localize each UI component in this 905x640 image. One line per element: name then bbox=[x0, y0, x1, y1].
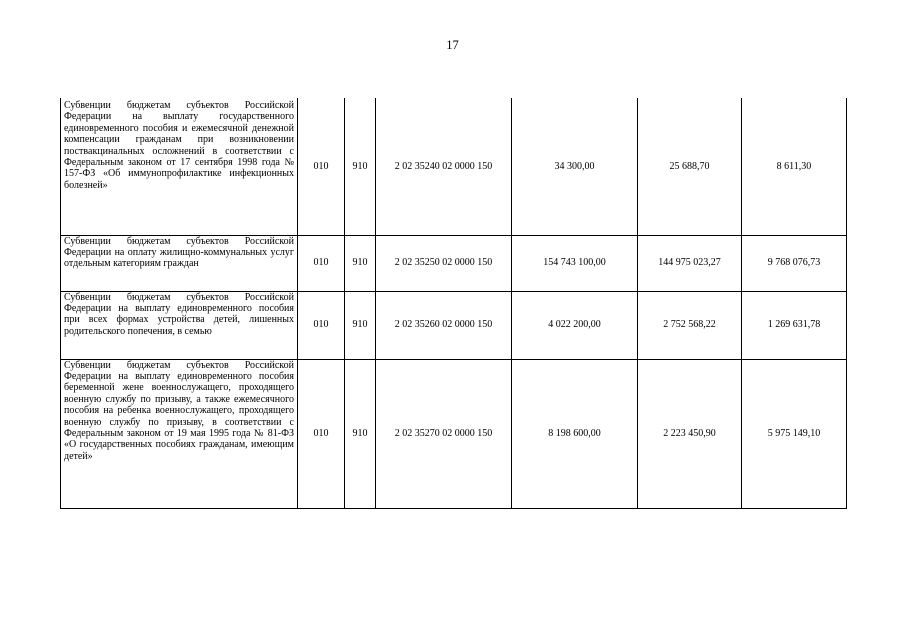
admin-code-cell: 910 bbox=[345, 98, 376, 235]
planned-amount-cell: 4 022 200,00 bbox=[512, 291, 638, 359]
row-description: Субвенции бюджетам субъектов Российской Федерации на оплату жилищно-коммунальных услуг отдельным категориям граждан bbox=[61, 235, 298, 291]
code-cell: 010 bbox=[298, 359, 345, 508]
planned-amount-cell: 8 198 600,00 bbox=[512, 359, 638, 508]
admin-code-cell: 910 bbox=[345, 291, 376, 359]
executed-amount-cell: 2 223 450,90 bbox=[638, 359, 742, 508]
kbk-cell: 2 02 35250 02 0000 150 bbox=[376, 235, 512, 291]
table-row bbox=[61, 98, 847, 235]
kbk-cell: 2 02 35260 02 0000 150 bbox=[376, 291, 512, 359]
row-description: Субвенции бюджетам субъектов Российской Федерации на выплату единовременного пособия при всех формах устройства детей, лишенных родительского попечения, в семью bbox=[61, 291, 298, 359]
planned-amount-cell: 34 300,00 bbox=[512, 98, 638, 235]
remainder-amount-cell: 8 611,30 bbox=[742, 98, 847, 235]
executed-amount-cell: 25 688,70 bbox=[638, 98, 742, 235]
admin-code-cell: 910 bbox=[345, 235, 376, 291]
executed-amount-cell: 2 752 568,22 bbox=[638, 291, 742, 359]
remainder-amount-cell: 9 768 076,73 bbox=[742, 235, 847, 291]
code-cell: 010 bbox=[298, 291, 345, 359]
code-cell: 010 bbox=[298, 98, 345, 235]
table-row bbox=[61, 359, 847, 508]
code-cell: 010 bbox=[298, 235, 345, 291]
budget-table bbox=[60, 98, 847, 509]
remainder-amount-cell: 5 975 149,10 bbox=[742, 359, 847, 508]
table-row bbox=[61, 235, 847, 291]
planned-amount-cell: 154 743 100,00 bbox=[512, 235, 638, 291]
kbk-cell: 2 02 35270 02 0000 150 bbox=[376, 359, 512, 508]
admin-code-cell: 910 bbox=[345, 359, 376, 508]
row-description: Субвенции бюджетам субъектов Российской Федерации на выплату единовременного пособия беременной жене военнослужащего, проходящего военную службу по призыву, а также ежемесячного пособия на ребенка военнослужащего, проходящего военную службу по призыву, в соответствии с Федеральным законом от 19 мая 1995 года № 81-ФЗ «О государственных пособиях гражданам, имеющим детей» bbox=[61, 359, 298, 508]
executed-amount-cell: 144 975 023,27 bbox=[638, 235, 742, 291]
page-number: 17 bbox=[446, 38, 459, 52]
table-row bbox=[61, 291, 847, 359]
kbk-cell: 2 02 35240 02 0000 150 bbox=[376, 98, 512, 235]
row-description: Субвенции бюджетам субъектов Российской Федерации на выплату государственного единовременного пособия и ежемесячной денежной компенсации гражданам при возникновении поствакцинальных осложнений в соответствии с Федеральным законом от 17 сентября 1998 года № 157-ФЗ «Об иммунопрофилактике инфекционных болезней» bbox=[61, 98, 298, 235]
remainder-amount-cell: 1 269 631,78 bbox=[742, 291, 847, 359]
